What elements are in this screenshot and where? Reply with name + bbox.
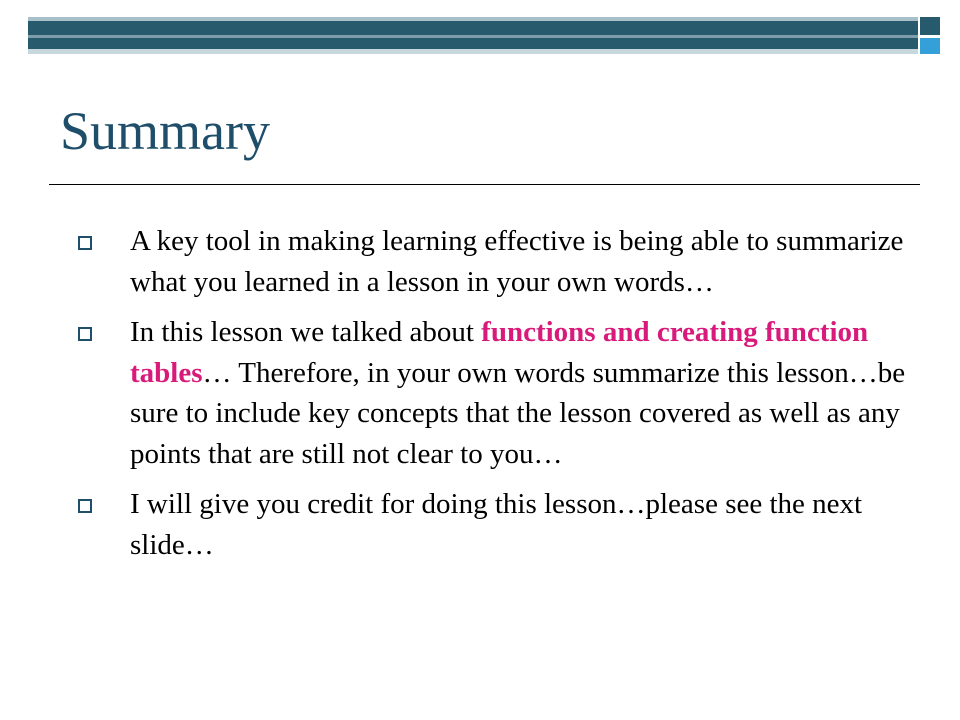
bullet-text-after: … Therefore, in your own words summarize this lesson…be sure to include key concepts that the lesson covered as well as any points that are still not clear to you… [130, 356, 906, 470]
square-bullet-icon [78, 499, 92, 513]
bar-band-dark [28, 21, 918, 35]
slide-title: Summary [60, 101, 270, 161]
bar-square-top [920, 17, 940, 35]
bullet-item [78, 312, 910, 474]
bullet-item [78, 221, 910, 302]
bullet-text: I will give you credit for doing this lesson…please see the next slide… [130, 488, 863, 561]
bullet-text-before: In this lesson we talked about [130, 316, 482, 348]
bullet-list [78, 221, 910, 575]
bar-band-dark-lower [28, 38, 918, 49]
bullet-text: A key tool in making learning effective is being able to summarize what you learned in a lesson in your own words… [130, 225, 904, 298]
bar-square-bottom [920, 38, 940, 54]
top-decorative-bar [28, 17, 940, 54]
square-bullet-icon [78, 327, 92, 341]
bullet-highlight-text: functions and creating function tables [130, 316, 869, 389]
title-divider [49, 184, 920, 185]
bullet-item [78, 484, 910, 565]
square-bullet-icon [78, 236, 92, 250]
bar-band-pale [28, 49, 918, 54]
